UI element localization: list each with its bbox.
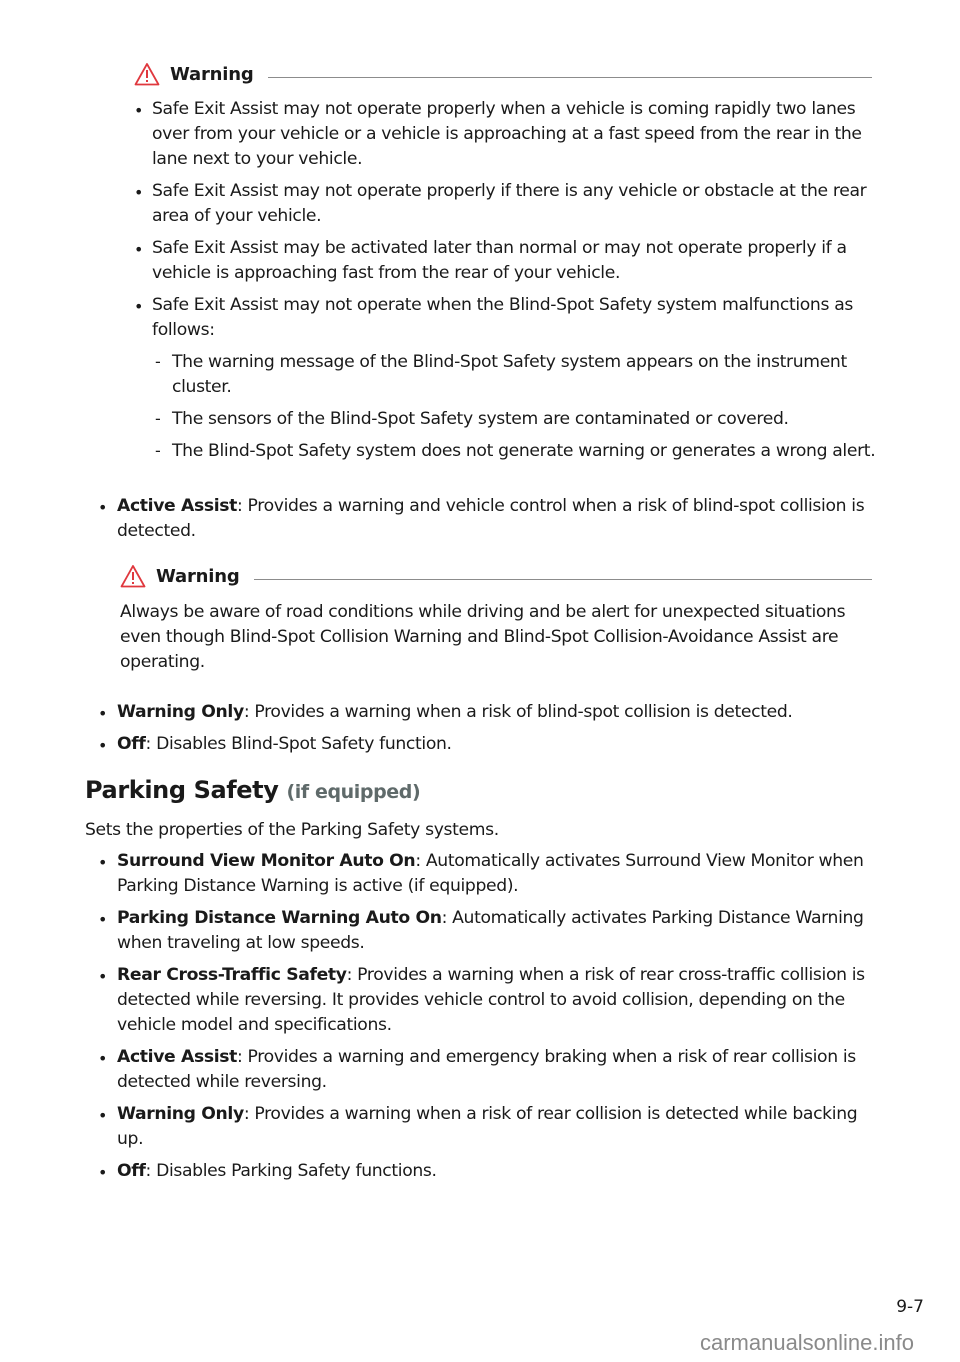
warning-subitem: The Blind-Spot Safety system does not generate warning or generates a wrong alert. [172,441,876,461]
option-item [117,732,877,757]
bullet: • [134,183,144,202]
bullet: • [98,1049,108,1068]
bullet: • [98,1106,108,1125]
option-term: Surround View Monitor Auto On [117,851,416,871]
bullet: • [98,704,108,723]
dash-marker: - [155,409,161,428]
warning-item: Safe Exit Assist may not operate properly if there is any vehicle or obstacle at the rear area of your vehicle. [152,181,867,226]
watermark: carmanualsonline.info [699,1330,914,1355]
option-desc: : Disables Blind-Spot Safety function. [145,734,452,754]
option-term: Warning Only [117,1104,244,1124]
option-desc: : Provides a warning when a risk of rear cross-traffic collision is detected while reversing. It provides vehicle control to avoid collision, depending on the vehicle model and specifications. [117,965,865,1035]
warning-header-1 [134,62,872,86]
bullet: • [134,240,144,259]
warning-subitem: The warning message of the Blind-Spot Safety system appears on the instrument cluster. [172,352,847,397]
option-term: Off [117,1161,146,1181]
option-desc: : Provides a warning when a risk of rear collision is detected while backing up. [117,1104,858,1149]
warning-header-2 [120,564,872,588]
warning-item: Safe Exit Assist may not operate when the Blind-Spot Safety system malfunctions as follows: [152,295,853,340]
option-item [117,1102,877,1152]
page-number: 9-7 [896,1297,924,1317]
bullet: • [98,853,108,872]
option-desc: : Provides a warning when a risk of blind-spot collision is detected. [243,702,793,722]
option-item [117,963,877,1038]
bullet: • [98,1163,108,1182]
warning-text: Always be aware of road conditions while driving and be alert for unexpected situations even though Blind-Spot Collision Warning and Blind-Spot Collision-Avoidance Assist are operating. [120,602,846,672]
option-item [117,906,877,956]
bullet: • [98,498,108,517]
divider [254,579,872,580]
option-desc: : Automatically activates Surround View Monitor when Parking Distance Warning is active (if equipped). [117,851,864,896]
option-item [117,849,877,899]
warning-subitem: The sensors of the Blind-Spot Safety system are contaminated or covered. [172,409,789,429]
dash-marker: - [155,441,161,460]
option-item [117,494,877,544]
section-heading [85,776,420,804]
option-term: Active Assist [117,1047,237,1067]
option-term: Off [117,734,146,754]
heading-note: (if equipped) [286,781,421,803]
bullet: • [134,297,144,316]
bullet: • [98,736,108,755]
warning-item: Safe Exit Assist may be activated later than normal or may not operate properly if a vehicle is approaching fast from the rear of your vehicle. [152,238,847,283]
heading-text: Parking Safety [85,776,279,804]
option-desc: : Provides a warning and vehicle control when a risk of blind-spot collision is detected. [117,496,865,541]
option-item [117,1045,877,1095]
option-term: Parking Distance Warning Auto On [117,908,442,928]
warning-triangle-icon [134,62,160,86]
option-term: Warning Only [117,702,244,722]
warning-item: Safe Exit Assist may not operate properly when a vehicle is coming rapidly two lanes over from your vehicle or a vehicle is approaching at a fast speed from the rear in the lane next to your vehicle. [152,99,862,169]
bullet: • [98,910,108,929]
option-desc: : Disables Parking Safety functions. [145,1161,437,1181]
option-item [117,1159,877,1184]
warning-title: Warning [170,63,254,85]
dash-marker: - [155,352,161,371]
warning-triangle-icon [120,564,146,588]
section-intro: Sets the properties of the Parking Safety systems. [85,820,499,840]
option-desc: : Provides a warning and emergency braking when a risk of rear collision is detected while reversing. [117,1047,856,1092]
option-term: Rear Cross-Traffic Safety [117,965,347,985]
bullet: • [134,101,144,120]
bullet: • [98,967,108,986]
option-term: Active Assist [117,496,237,516]
divider [268,77,872,78]
option-item [117,700,877,725]
warning-title: Warning [156,565,240,587]
option-desc: : Automatically activates Parking Distance Warning when traveling at low speeds. [117,908,864,953]
